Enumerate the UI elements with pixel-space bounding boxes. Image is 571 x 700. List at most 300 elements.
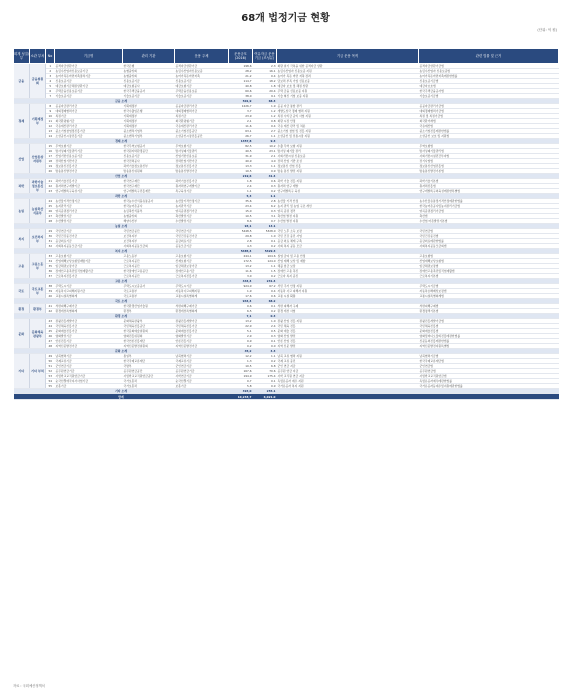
table-cell: 과학기술진흥기금	[55, 179, 123, 184]
table-cell: 농림축산식품부	[123, 209, 175, 214]
table-cell: 소상공인 및 전통시장 지원	[277, 134, 419, 139]
table-cell: 외환 위기 극복을 위한 공적자금 상환	[277, 64, 419, 69]
table-cell: 환경 소계	[14, 314, 229, 319]
table-cell: 영화발전기금	[55, 334, 123, 339]
table-cell: 0.1	[253, 379, 277, 384]
table-cell: 1.1	[253, 134, 277, 139]
table-cell: 6.2	[253, 204, 277, 209]
table-cell: 한국국제교류재단법	[419, 359, 559, 364]
table-cell: 11	[46, 119, 55, 124]
table-cell: 5,3	[229, 194, 253, 199]
column-header: 운용 주체	[175, 49, 229, 64]
table-cell: 21,2	[229, 74, 253, 79]
table-cell: 환경개선특별회계	[175, 309, 229, 314]
table-cell: 남북 교류 협력 지원	[277, 354, 419, 359]
table-cell: 31,9	[229, 154, 253, 159]
table-cell: 영화진흥위원회	[123, 334, 175, 339]
table-cell: 49	[46, 354, 55, 359]
table-cell: 외국환평형기금	[175, 119, 229, 124]
table-cell: 국제교류기금	[175, 359, 229, 364]
unit-label: (단위: 억 원)	[537, 28, 557, 32]
table-cell: 26	[46, 209, 55, 214]
table-cell: 문화 예술 진흥	[277, 329, 419, 334]
table-cell: 연구개발특구 육성	[277, 189, 419, 194]
table-cell: 사회 복지 공동 모금	[277, 244, 419, 249]
table-cell: 무역보험기금	[55, 144, 123, 149]
table-cell: 1226,7	[229, 104, 253, 109]
table-cell: 교통시설특별회계	[55, 294, 123, 299]
table-cell: 0.1	[253, 339, 277, 344]
table-cell: 40,9	[229, 159, 253, 164]
table-cell: 연구개발특구의육성에관한특별법	[419, 189, 559, 194]
table-cell: 21	[46, 179, 55, 184]
table-cell: 농림수산업자신용보증기금	[55, 69, 123, 74]
table-cell: 13	[46, 129, 55, 134]
table-cell: 남북협력기금	[55, 354, 123, 359]
table-cell: 예금자보호법	[419, 84, 559, 89]
table-cell: 대외경제협력기금	[55, 109, 123, 114]
table-cell: 4,3	[229, 244, 253, 249]
table-cell: 원자력 연구 개발	[277, 184, 419, 189]
table-cell: 고용보험법	[419, 254, 559, 259]
table-cell: 8,6	[229, 219, 253, 224]
table-cell: 수출 무역 보험 지원	[277, 144, 419, 149]
table-cell: 방사성 폐기물 관리	[277, 149, 419, 154]
table-cell: 0.8	[253, 119, 277, 124]
table-cell: 과학기술진흥기금	[175, 179, 229, 184]
table-cell: 46	[46, 334, 55, 339]
table-cell: 방사성폐기물관리	[175, 149, 229, 154]
table-cell: 전력산업기반기금	[55, 159, 123, 164]
table-cell: 231.4	[253, 279, 277, 284]
table-cell: 근로복지공단	[123, 264, 175, 269]
column-header: 여유자금 운용기금 (조성분)	[253, 49, 277, 64]
table-cell: 국가유공자 복지 지원	[277, 384, 419, 389]
table-cell: 장애인 고용 촉진	[277, 269, 419, 274]
table-cell: 수산발전기금	[55, 219, 123, 224]
table-cell: 농협중앙회	[123, 69, 175, 74]
table-cell: 방송통신발전기금	[55, 169, 123, 174]
table-cell: 12	[46, 124, 55, 129]
table-cell: 26,7	[229, 134, 253, 139]
table-cell: 과학기술정보통신부	[123, 164, 175, 169]
table-cell: 1357,8	[229, 139, 253, 144]
table-cell: 농림 소계	[14, 224, 229, 229]
table-cell: 16.1	[253, 69, 277, 74]
table-cell: 환경부	[123, 309, 175, 314]
table-cell: 농산물 가격 안정	[277, 199, 419, 204]
table-cell: 방송통신발전기본법	[419, 169, 559, 174]
table-cell: 국민 건강 증진 사업	[277, 234, 419, 239]
table-cell: 국민체육진흥법	[419, 324, 559, 329]
table-cell: 13,3	[229, 164, 253, 169]
table-cell	[277, 394, 559, 400]
table-cell: 국유재산관리기금	[175, 124, 229, 129]
table-cell: 32	[46, 244, 55, 249]
table-cell: 장애인고용기금	[175, 269, 229, 274]
table-cell: 219,6	[229, 174, 253, 179]
table-cell: 2,9	[229, 334, 253, 339]
table-cell: 국민 노후 소득 보장	[277, 229, 419, 234]
table-cell: 환경정책기본법	[419, 309, 559, 314]
table-cell: 15	[46, 144, 55, 149]
table-cell: 국민연금법	[419, 229, 559, 234]
table-cell: 36	[46, 269, 55, 274]
sector-cell: 환경	[14, 304, 30, 314]
table-cell: 실업 급여 및 고용 안정	[277, 254, 419, 259]
table-cell: 사회복지공동모금회	[123, 244, 175, 249]
table-cell: 농림수산업자신용보증	[175, 69, 229, 74]
table-cell: 문화체육관광부	[123, 319, 175, 324]
table-cell: 한국전력공사	[123, 159, 175, 164]
table-cell: 복권 수익금 공익 사업 지원	[277, 114, 419, 119]
table-cell: 41.4	[253, 174, 277, 179]
table-cell: 1.8	[253, 84, 277, 89]
table-cell: 주택금융신용보증	[175, 89, 229, 94]
table-cell: 원자력연구개발기금	[175, 184, 229, 189]
table-cell: 54	[46, 379, 55, 384]
table-cell: 영화발전기금	[175, 334, 229, 339]
table-cell: 보건복지부	[123, 239, 175, 244]
table-cell: 남북협력기금법	[419, 354, 559, 359]
table-cell: 농어가목돈마련저축에관한법률	[419, 74, 559, 79]
table-cell: 93,1	[229, 224, 253, 229]
table-cell: 한국수출입은행	[123, 109, 175, 114]
table-cell: 국토 소계	[14, 299, 229, 304]
table-cell: 장애인고용촉진및직업재활기금	[55, 269, 123, 274]
table-cell: 고용노동부	[123, 254, 175, 259]
table-cell: 244,1	[229, 254, 253, 259]
table-cell: 35	[46, 264, 55, 269]
table-cell: 7	[46, 94, 55, 99]
table-cell: 924,9	[229, 284, 253, 289]
table-cell: 9	[46, 109, 55, 114]
table-cell: 52	[46, 369, 55, 374]
table-cell: 예금보험기금	[175, 84, 229, 89]
table-cell: 농협중앙회	[123, 214, 175, 219]
table-cell: 한국연구재단	[123, 184, 175, 189]
table-cell: 주택 금융 신용보증 지원	[277, 89, 419, 94]
table-cell: 10,5	[229, 364, 253, 369]
table-cell: 특구육성기금	[175, 189, 229, 194]
table-cell: 6.8	[253, 364, 277, 369]
table-cell: 0.2	[253, 309, 277, 314]
table-cell: 수산발전기금	[175, 219, 229, 224]
table-cell: 한국연구재단	[123, 179, 175, 184]
table-cell: 444,4	[229, 279, 253, 284]
table-cell: 관광진흥개발기금	[175, 319, 229, 324]
table-cell: 산업 재해 보상 및 예방	[277, 259, 419, 264]
table-cell: 복권기금	[175, 114, 229, 119]
table-cell: 농지 관리 및 농업 구조 개선	[277, 204, 419, 209]
table-cell: 45,2	[229, 349, 253, 354]
table-cell: 농림수산업자 신용보증 지원	[277, 69, 419, 74]
table-cell: 55	[46, 384, 55, 389]
table-cell: 군인연금법	[419, 364, 559, 369]
table-cell: 문화예술진흥법	[419, 329, 559, 334]
table-cell: 사립학교교직원연금공단	[123, 374, 175, 379]
table-cell: 44	[46, 324, 55, 329]
table-cell: 5485,4	[229, 249, 253, 254]
table-cell: 1,3	[229, 359, 253, 364]
table-cell: 8	[46, 104, 55, 109]
table-cell: 원자력진흥법	[419, 184, 559, 189]
table-cell: 67.2	[253, 284, 277, 289]
table-cell: 34	[46, 259, 55, 264]
table-cell: 28,2	[229, 69, 253, 74]
table-cell: 5	[46, 84, 55, 89]
table-cell: 한국농수산식품유통공사	[123, 199, 175, 204]
sector-cell: 고용	[14, 254, 30, 279]
table-cell: 29,8	[229, 234, 253, 239]
table-cell: 0.2	[253, 189, 277, 194]
table-cell: 자동차사고피해지원기금	[55, 289, 123, 294]
table-cell: 신용보증기금	[175, 79, 229, 84]
table-cell: 국민건강증진기금	[55, 234, 123, 239]
sector-cell: 복지	[14, 229, 30, 249]
table-cell: 45	[46, 329, 55, 334]
table-cell: 고용보험기금	[175, 254, 229, 259]
table-cell: 사회기반시설 신용보증	[277, 154, 419, 159]
table-header	[14, 49, 559, 64]
table-cell: 175.4	[253, 374, 277, 379]
table-cell: 금융 소계	[14, 99, 229, 104]
table-cell: 114,7	[229, 79, 253, 84]
table-cell: 독립유공자 예우 지원	[277, 379, 419, 384]
table-cell: 42	[46, 309, 55, 314]
table-cell: 15,0	[229, 209, 253, 214]
table-cell: 농산물가격안정기금	[55, 199, 123, 204]
table-cell: 문화예술진흥기금	[55, 329, 123, 334]
table-cell: 관광진흥개발기금	[55, 319, 123, 324]
table-cell: 공무원연금공단	[123, 369, 175, 374]
table-cell: 16	[46, 149, 55, 154]
table-cell: 공무원 연금 지급	[277, 369, 419, 374]
table-cell: 전기사업법	[419, 159, 559, 164]
table-cell: 농산물가격안정기금	[175, 199, 229, 204]
table-cell: 3,7	[229, 109, 253, 114]
table-cell: 국민건강증진법	[419, 234, 559, 239]
table-cell: 43	[46, 319, 55, 324]
table-cell: 장애인고용촉진및직업재활법	[419, 269, 559, 274]
table-cell: 복지 소계	[14, 249, 229, 254]
table-cell: 5328.0	[253, 229, 277, 234]
sector-cell: 국토	[14, 284, 30, 299]
table-cell: 독립유공자예우에관한법률	[419, 379, 559, 384]
table-cell: 사회복지공동모금회법	[419, 244, 559, 249]
table-cell: 정보통신산업진흥법	[419, 164, 559, 169]
table-cell: 30	[46, 234, 55, 239]
table-cell: 47	[46, 339, 55, 344]
table-cell: 국가보훈처	[123, 379, 175, 384]
table-cell: 국가유공자등예우및지원에관한법률	[419, 384, 559, 389]
table-cell: 한국주택금융공사	[123, 89, 175, 94]
table-cell: 양곡 증권 정리	[277, 209, 419, 214]
table-cell: 1.5	[253, 269, 277, 274]
table-cell: 농어가목돈마련저축	[175, 74, 229, 79]
table-cell: 농지관리기금	[175, 204, 229, 209]
table-cell: 11,6	[229, 124, 253, 129]
table-cell: 응급 의료 체계 구축	[277, 239, 419, 244]
table-cell: 4	[46, 79, 55, 84]
table-cell: 국방부	[123, 364, 175, 369]
table-cell: 관광진흥개발기금법	[419, 319, 559, 324]
table-cell: 과학 기술 진흥 지원	[277, 179, 419, 184]
table-cell: 군인연금기금	[55, 364, 123, 369]
table-cell: 순국선열기금	[175, 379, 229, 384]
table-cell: 0.4	[253, 289, 277, 294]
table-cell: 외국환거래법	[419, 119, 559, 124]
table-cell: 23,4	[229, 204, 253, 209]
table-cell: 공적자금상환기금	[175, 64, 229, 69]
table-cell: 순국선열애국지사사업기금	[55, 379, 123, 384]
table-cell: 1,9	[229, 289, 253, 294]
table-cell: 0.2	[253, 274, 277, 279]
table-cell: 2,4	[229, 184, 253, 189]
table-cell: 축산발전기금	[55, 214, 123, 219]
table-cell: 양곡증권정리기금	[175, 209, 229, 214]
table-cell: 20.4	[253, 89, 277, 94]
table-cell: 10,5	[229, 214, 253, 219]
table-cell: 교통 시설 확충	[277, 294, 419, 299]
table-cell: 1,8	[229, 179, 253, 184]
table-cell: 51	[46, 364, 55, 369]
table-cell: 산업재해보상보험법	[419, 259, 559, 264]
table-cell: 18.2	[253, 79, 277, 84]
table-cell: 국유재산법	[419, 124, 559, 129]
table-cell: 국제교류기금	[55, 359, 123, 364]
table-cell: 자동차 사고 피해자 지원	[277, 289, 419, 294]
table-cell: 근로복지진흥기금	[175, 274, 229, 279]
column-header: 운용규모 (2016)	[229, 49, 253, 64]
table-cell: 0.1	[253, 304, 277, 309]
table-cell: 0.9	[253, 384, 277, 389]
table-cell: 주택도시보증공사	[123, 284, 175, 289]
table-cell: 중소기업진흥공단	[175, 129, 229, 134]
table-cell: 0.2	[253, 359, 277, 364]
table-cell: 한국국제교류재단	[123, 359, 175, 364]
table-cell: 군인 연금 지급	[277, 364, 419, 369]
table-cell: 기술보증기금법	[419, 94, 559, 99]
table-cell: 한국농어촌공사및농지관리기금법	[419, 204, 559, 209]
ministry-cell: 국토교통부	[30, 284, 46, 299]
table-cell: 신용보증기금법	[419, 79, 559, 84]
table-cell: 문화 소계	[14, 349, 229, 354]
table-cell: 석면피해구제법	[419, 304, 559, 309]
table-cell: 0.4	[253, 74, 277, 79]
table-cell: 보건복지부	[123, 234, 175, 239]
table-cell: 근로복지진흥기금	[55, 274, 123, 279]
table-cell: 국민 체육 진흥	[277, 324, 419, 329]
sector-cell: 기타	[14, 354, 30, 389]
table-cell: 지역신문발전지원특별법	[419, 344, 559, 349]
table-cell: 국제 교류 증진	[277, 359, 419, 364]
table-cell: 농어가 목돈 마련 저축 장려	[277, 74, 419, 79]
table-cell: 중소벤처기업부	[123, 129, 175, 134]
table-cell: 방사성폐기물관리법	[419, 149, 559, 154]
table-cell: 응급의료에관한법률	[419, 239, 559, 244]
sector-cell: 과학	[14, 179, 30, 194]
table-cell: 공동모금기금	[175, 244, 229, 249]
table-cell: 환경 개선 사업	[277, 309, 419, 314]
table-cell: 주택도시기금	[175, 284, 229, 289]
table-cell: 5,8	[229, 384, 253, 389]
table-cell: 6,021.0	[253, 394, 277, 400]
table-cell: 104.6	[253, 254, 277, 259]
table-cell: 사학 교직원 연금 지급	[277, 374, 419, 379]
table-cell: 0.3	[253, 209, 277, 214]
table-cell: 환경개선특별회계	[55, 309, 123, 314]
table-cell: 담보력 부족 기업 신용보증	[277, 79, 419, 84]
table-cell: 공공자금관리기금	[175, 104, 229, 109]
table-cell: 연구개발특구육성기금	[55, 189, 123, 194]
table-cell: 국민연금공단	[123, 229, 175, 234]
table-cell: 정보통신 산업 진흥	[277, 164, 419, 169]
table-cell: 23.1	[253, 149, 277, 154]
table-cell: 주택금융신용보증기금	[55, 89, 123, 94]
table-cell: 공공 자금 통합 관리	[277, 104, 419, 109]
table-cell: 1.2	[253, 114, 277, 119]
table-cell: 통일부	[123, 354, 175, 359]
table-cell: 40	[46, 294, 55, 299]
table-cell: 0.5	[253, 329, 277, 334]
table-cell: 2.7	[253, 129, 277, 134]
table-cell: 41	[46, 304, 55, 309]
table-cell: 지역 신문 발전	[277, 344, 419, 349]
table-cell: 11,6	[229, 269, 253, 274]
table-cell: 서민 주거 안정 지원	[277, 284, 419, 289]
table-cell: 22	[46, 184, 55, 189]
table-cell: 3,0	[229, 274, 253, 279]
table-cell: 172,5	[229, 259, 253, 264]
table-body	[14, 64, 559, 400]
table-cell: 70.6	[253, 369, 277, 374]
table-cell: 한국원자력환경공단	[123, 149, 175, 154]
table-cell: 1.1	[253, 164, 277, 169]
table-cell: 0.0	[253, 344, 277, 349]
table-cell: 4.3	[253, 349, 277, 354]
table-cell: 보훈기금	[175, 384, 229, 389]
table-cell: 정보통신진흥기금	[175, 164, 229, 169]
table-cell: 국유재산관리기금	[55, 124, 123, 129]
table-cell: 17	[46, 154, 55, 159]
table-cell: 7,1	[229, 314, 253, 319]
table-cell: 대외경제협력기금	[175, 109, 229, 114]
table-cell: 신용보증기금	[123, 79, 175, 84]
table-cell: 수산업 발전 지원	[277, 219, 419, 224]
ministry-cell: 농림축산식품부	[30, 199, 46, 224]
table-cell: 체불 임금 보장	[277, 264, 419, 269]
table-cell: 무역보험기금	[175, 144, 229, 149]
table-cell: 근로복지공단	[123, 259, 175, 264]
table-cell: 25	[46, 204, 55, 209]
column-header: 회계 성질/부	[14, 49, 30, 64]
table-cell: 남북협력기금	[175, 354, 229, 359]
table-cell: 한국농어촌공사	[123, 204, 175, 209]
table-cell: 0.2	[253, 244, 277, 249]
table-cell: 2,1	[229, 119, 253, 124]
table-cell: 방사성폐기물관리기금	[55, 149, 123, 154]
table-cell: 전력산업기반기금	[175, 159, 229, 164]
table-cell: 신문등의진흥에관한법률	[419, 339, 559, 344]
table-cell: 신용보증기금	[55, 79, 123, 84]
sector-cell: 농림	[14, 199, 30, 224]
source-note: 자료 : 국회예산정책처	[13, 684, 45, 688]
table-cell: 0.3	[253, 334, 277, 339]
table-cell: 9.1	[253, 94, 277, 99]
total-row	[14, 394, 559, 400]
table-cell: 한국장애인고용공단	[123, 269, 175, 274]
